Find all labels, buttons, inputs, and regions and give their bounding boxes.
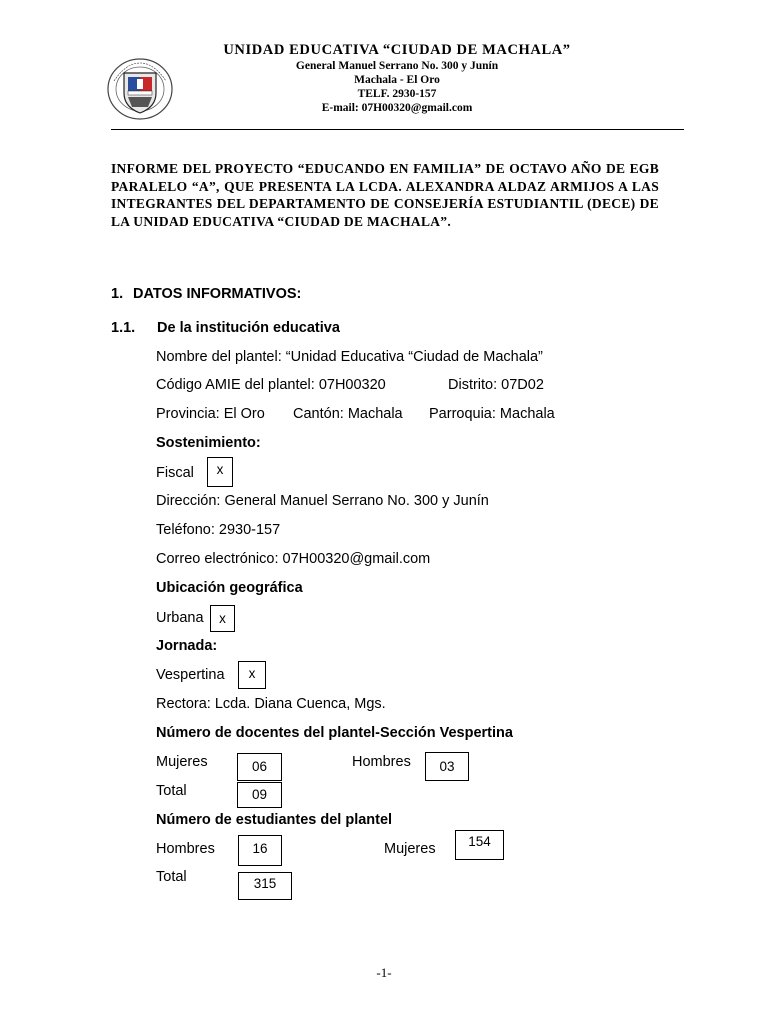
estudiantes-mujeres-value: 154: [455, 830, 504, 860]
school-email: E-mail: 07H00320@gmail.com: [321, 102, 473, 114]
estudiantes-hombres-label: Hombres: [156, 841, 215, 857]
school-address: General Manuel Serrano No. 300 y Junín: [295, 60, 499, 72]
estudiantes-heading: Número de estudiantes del plantel: [156, 812, 393, 828]
field-nombre: Nombre del plantel: “Unidad Educativa “Ciudad de Machala”: [156, 349, 543, 365]
docentes-mujeres-label: Mujeres: [156, 754, 208, 770]
field-provincia: Provincia: El Oro: [156, 406, 265, 422]
docentes-total-value: 09: [237, 782, 282, 808]
docentes-mujeres-value: 06: [237, 753, 282, 781]
estudiantes-total-label: Total: [156, 869, 187, 885]
jornada-label: Jornada:: [156, 638, 218, 654]
vespertina-checkbox[interactable]: x: [238, 661, 266, 689]
header-rule: [111, 129, 684, 130]
field-rectora: Rectora: Lcda. Diana Cuenca, Mgs.: [156, 696, 386, 712]
docentes-hombres-label: Hombres: [352, 754, 411, 770]
section-1-1-number: 1.1.: [111, 320, 136, 336]
estudiantes-mujeres-label: Mujeres: [384, 841, 436, 857]
field-direccion: Dirección: General Manuel Serrano No. 300 y Junín: [156, 493, 489, 509]
field-codigo: Código AMIE del plantel: 07H00320: [156, 377, 386, 393]
field-canton: Cantón: Machala: [293, 406, 403, 422]
field-telefono: Teléfono: 2930-157: [156, 522, 281, 538]
field-parroquia: Parroquia: Machala: [429, 406, 555, 422]
estudiantes-hombres-value: 16: [238, 835, 282, 866]
urbana-label: Urbana: [156, 610, 204, 626]
vespertina-label: Vespertina: [156, 667, 225, 683]
field-correo: Correo electrónico: 07H00320@gmail.com: [156, 551, 431, 567]
section-1-number: 1.: [111, 286, 124, 302]
sostenimiento-label: Sostenimiento:: [156, 435, 261, 451]
docentes-heading: Número de docentes del plantel-Sección Vespertina: [156, 725, 513, 741]
estudiantes-total-value: 315: [238, 872, 292, 900]
school-city: Machala - El Oro: [354, 74, 440, 86]
fiscal-label: Fiscal: [156, 465, 194, 481]
section-1-title: DATOS INFORMATIVOS:: [133, 286, 302, 302]
field-distrito: Distrito: 07D02: [448, 377, 544, 393]
school-name: UNIDAD EDUCATIVA “CIUDAD DE MACHALA”: [223, 42, 571, 58]
urbana-checkbox[interactable]: x: [210, 605, 235, 632]
school-logo: [106, 57, 174, 121]
school-phone: TELF. 2930-157: [357, 88, 437, 100]
report-title: INFORME DEL PROYECTO “EDUCANDO EN FAMILIA” DE OCTAVO AÑO DE EGB PARALELO “A”, QUE PRESENTA LA LCDA. ALEXANDRA ALDAZ ARMIJOS A LAS INTEGRANTES DEL DEPARTAMENTO DE CONSEJERÍA ESTUDIANTIL (DECE) DE LA UNIDAD EDUCATIVA “CIUDAD DE MACHALA”.: [111, 161, 659, 229]
docentes-total-label: Total: [156, 783, 187, 799]
ubicacion-label: Ubicación geográfica: [156, 580, 303, 596]
docentes-hombres-value: 03: [425, 752, 469, 781]
section-1-1-title: De la institución educativa: [157, 320, 340, 336]
fiscal-checkbox[interactable]: x: [207, 457, 233, 487]
page-number: -1-: [376, 965, 392, 980]
